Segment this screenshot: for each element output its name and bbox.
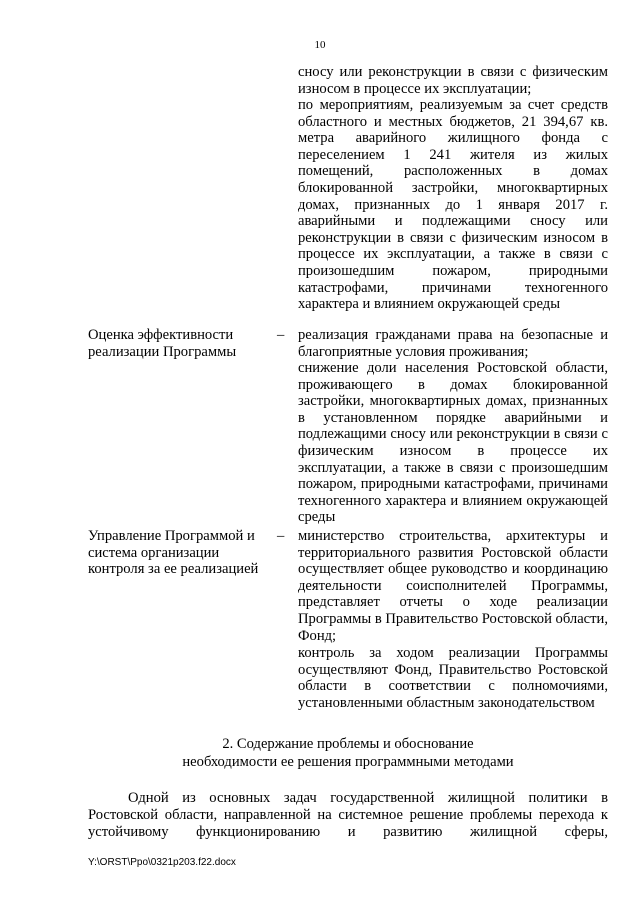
evaluation-dash: – xyxy=(277,327,285,343)
management-paragraph-1: министерство строительства, архитектуры и территориального развития Ростовской области осуществляет общее руководство и координацию деятельности соисполнителей Программы, представляет отчеты о ходе реализации Программы в Правительство Ростовской области, Фонд; xyxy=(298,528,608,644)
management-paragraph-2: контроль за ходом реализации Программы осуществляют Фонд, Правительство Ростовской области в соответствии с полномочиями, установленными областным законодательством xyxy=(298,645,608,711)
footer-file-path: Y:\ORST\Ppo\0321p203.f22.docx xyxy=(88,857,236,868)
management-dash: – xyxy=(277,528,285,544)
evaluation-label: Оценка эффективности реализации Программы xyxy=(88,327,237,360)
management-label: Управление Программой и система организации контроля за ее реализацией xyxy=(88,528,259,578)
continued-paragraph-1: сносу или реконструкции в связи с физическим износом в процессе их эксплуатации; xyxy=(298,64,608,97)
evaluation-paragraph-1: реализация гражданами права на безопасные и благоприятные условия проживания; xyxy=(298,327,608,360)
section-heading-line-2: необходимости ее решения программными методами xyxy=(182,754,514,770)
continued-paragraph-2: по мероприятиям, реализуемым за счет средств областного и местных бюджетов, 21 394,67 кв. метра аварийного жилищного фонда с переселением 1 241 жителя из жилых помещений, расположенных в домах блокированной застройки, многоквартирных домах, признанных до 1 января 2017 г. аварийными и подлежащими сносу или реконструкции в связи с физическим износом в процессе их эксплуатации, а также в связи с произошедшим пожаром, природными катастрофами, причинами техногенного характера и влиянием окружающей среды xyxy=(298,97,608,313)
body-paragraph: Одной из основных задач государственной жилищной политики в Ростовской области, направленной на системное решение проблемы перехода к устойчивому функционированию и развитию жилищной сферы, xyxy=(88,790,608,841)
evaluation-paragraph-2: снижение доли населения Ростовской области, проживающего в домах блокированной застройки, многоквартирных домах, признанных в установленном порядке аварийными и подлежащими сносу или реконструкции в связи с физическим износом в процессе их эксплуатации, а также в связи с произошедшим пожаром, природными катастрофами, причинами техногенного характера и влиянием окружающей среды xyxy=(298,360,608,526)
page-number: 10 xyxy=(314,39,326,51)
section-heading-line-1: 2. Содержание проблемы и обоснование xyxy=(222,736,474,752)
